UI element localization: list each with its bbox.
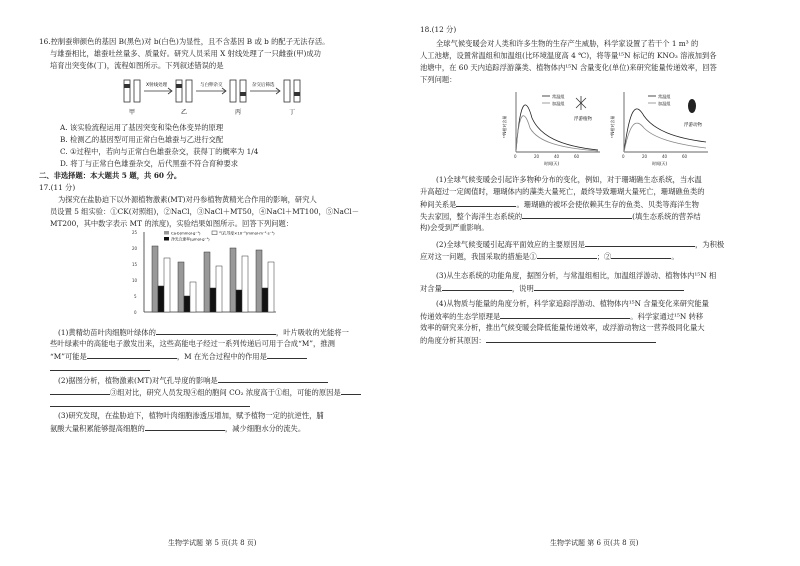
q17-3-line1: (3)研究发现，在盐胁迫下，植物叶肉细胞渗透压增加，赋予植物一定的抗逆性，脯 (58, 411, 324, 420)
q16-option-a: A. 该实验流程运用了基因突变和染色体变异的原理 (60, 123, 224, 132)
q17-1-blank3[interactable] (267, 350, 307, 359)
q18-2-blank3[interactable] (611, 250, 671, 259)
q16-option-c: C. ①过程中，若向与正常白色雄蚕杂交，获得丁的概率为 1/4 (60, 147, 259, 156)
q18-1-blank2[interactable] (522, 210, 632, 219)
arrow1-label: X射线处理 (146, 83, 168, 88)
right-footer: 生物学试题 第 6 页(共 8 页) (550, 539, 639, 547)
caption-right: 浮游动物 (684, 123, 702, 128)
q18-3-line1: (3)从生态系统的功能角度，据图分析，与常温组相比，加温组浮游动、植物体内¹⁵N 相 (436, 271, 717, 280)
xlabel-left: 时间(天) (544, 161, 560, 166)
svg-text:60: 60 (682, 154, 688, 159)
right-page (400, 0, 800, 566)
arrow3-label: 杂交后筛选 (252, 83, 275, 88)
zooplankton-icon (688, 99, 696, 113)
svg-text:60: 60 (574, 154, 580, 159)
q17-1-line1: (1)黄精幼苗叶肉细胞叶绿体的 ，叶片吸收的光能将一 (58, 328, 349, 337)
q18-4-blank2[interactable] (486, 334, 656, 343)
q16-option-b: B. 检测乙的基因型可用正常白色雄蚕与乙进行交配 (60, 135, 224, 144)
svg-text:40: 40 (662, 154, 668, 159)
svg-text:0: 0 (134, 310, 137, 315)
q17-line2: 员设置 5 组实验：①CK(对照组)，②NaCl，③NaCl＋MT50，④NaCl＋MT100，⑤NaCl－ (50, 207, 360, 216)
q18-chart-phytoplankton (500, 88, 610, 168)
legend-c: 净光合速率(μmol·g⁻¹) (171, 236, 210, 242)
svg-text:20: 20 (642, 154, 648, 159)
q17-header: 17.(11 分) (39, 183, 76, 192)
q18-1-line1: (1)全球气候变暖会引起许多物种分布的变化，例如，对于珊瑚礁生态系统，当水温 (436, 175, 702, 184)
q18-3-line2: 对含量 ，说明 (420, 282, 684, 294)
q18-1-line4: 失去家园，整个海洋生态系统的 (填生态系统的营养结 (420, 212, 701, 221)
q17-1-line2: 些叶绿素中的高能电子激发出来，这些高能电子经过一系列传递后可用于合成“M”，推测 (50, 339, 335, 348)
q18-line3: 池塘中，在 60 天内追踪浮游藻类、植物体内¹⁵N 含量变化(单位)来研究能量传递效率，回答 (420, 63, 717, 72)
q17-1-blank2[interactable] (87, 350, 177, 359)
q18-1-line3: 种间关系是 。珊瑚礁的被坏会使依赖其生存的鱼类、贝类等海洋生物 (420, 200, 699, 209)
q17-1-blank4[interactable] (50, 362, 150, 371)
q18-1-blank1[interactable] (456, 198, 516, 207)
q17-bar-chart (130, 228, 280, 320)
q18-4-line2: 传递效率的生态学原理是 。科学家通过¹⁵N 转移 (420, 312, 704, 321)
arrow2-label: 与白卵杂交 (200, 83, 223, 88)
q16-line1: 16.控制蚕卵颜色的基因 B(黑色)对 b(白色)为显性，且不含基因 B 或 b 的配子无法存活。 (39, 37, 330, 46)
ylabel-right: ¹⁵N相对含量 (610, 115, 615, 138)
q18-2-line1: (2)全球气候变暖引起海平面效应的主要原因是 ，为积极 (436, 240, 725, 249)
legend-b: 气孔导度×10⁻²(mmol·m⁻²·s⁻¹) (219, 230, 275, 236)
svg-text:20: 20 (132, 246, 138, 251)
svg-text:0: 0 (622, 154, 625, 159)
q16-line2: 与雄蚕相比，雄蚕吐丝量多、质量好。研究人员采用 X 射线处理了一只雌蚕(甲)成功 (50, 49, 321, 58)
legend-normal-right: 常温组 (658, 94, 671, 99)
q17-1-line3: “M”可能是 ，M 在光合过程中的作用是 (50, 350, 307, 362)
q18-4-blank1[interactable] (500, 310, 630, 319)
label-yi: 乙 (181, 109, 188, 116)
q17-line1: 为探究在盐胁迫下以外源植物激素(MT)对丹参植物黄精光合作用的影响，研究人 (58, 195, 317, 204)
q18-line4: 下列问题： (420, 75, 457, 84)
q17-3-blank1[interactable] (145, 422, 225, 431)
q18-line2: 人工池塘，设置常温组和加温组(比环境温度高 4 ℃)，将等量¹⁵N 标记的 KNO₃ 溶液加到各 (420, 51, 717, 60)
q17-2-blank4[interactable] (50, 398, 250, 407)
ylabel-left: ¹⁵N相对含量 (502, 115, 507, 138)
q17-2-line2: ③组对比，研究人员发现④组的胞间 CO₂ 浓度高于①组，可能的原因是 (50, 386, 361, 398)
q16-chromosome-figure (120, 74, 320, 118)
left-footer: 生物学试题 第 5 页(共 8 页) (168, 539, 257, 547)
q18-1-line5: 构)会受到严重影响。 (420, 223, 489, 232)
q18-3-blank2[interactable] (534, 282, 684, 291)
q18-2-line2: 应对这一问题，我国采取的措施是① ；② 。 (420, 252, 679, 261)
q18-chart-zooplankton (608, 88, 718, 168)
svg-text:25: 25 (132, 230, 138, 235)
q17-2-blank2[interactable] (50, 386, 110, 395)
legend-normal-left: 常温组 (552, 94, 565, 99)
label-ding: 丁 (289, 109, 296, 116)
q18-1-line2: 升高超过一定阈值时，珊瑚体内的藻类大量死亡，最终导致珊瑚大量死亡，珊瑚礁鱼类的 (420, 187, 705, 196)
q17-1-line4 (50, 362, 150, 374)
series-normal-right (624, 109, 706, 152)
label-bing: 丙 (235, 109, 242, 116)
svg-text:5: 5 (134, 294, 137, 299)
svg-text:0: 0 (514, 154, 517, 159)
q16-line3: 培育出突变体(丁)，流程如图所示。下列叙述错误的是 (50, 61, 224, 70)
caption-left: 浮游植物 (574, 117, 592, 122)
q18-line1: 全球气候变暖会对人类和许多生物的生存产生威胁，科学家设置了若干个 1 m³ 的 (436, 39, 699, 48)
q17-3-line2: 氨酸大量积累能够提高细胞的 ，减少细胞水分的流失。 (50, 424, 306, 433)
svg-text:15: 15 (132, 262, 138, 267)
phytoplankton-icon (576, 96, 586, 110)
svg-text:40: 40 (554, 154, 560, 159)
q17-2-blank3[interactable] (341, 386, 361, 395)
q17-2-blank1[interactable] (218, 374, 328, 383)
q17-2-line1: (2)据图分析，植物激素(MT)对气孔导度的影响是 (58, 374, 328, 386)
q18-3-blank1[interactable] (442, 282, 512, 291)
svg-text:20: 20 (534, 154, 540, 159)
q17-2-line3 (50, 398, 250, 410)
q18-2-blank1[interactable] (585, 238, 695, 247)
svg-text:10: 10 (132, 278, 138, 283)
q18-header: 18.(12 分) (420, 25, 457, 34)
q18-4-line3: 效率的研究来分析，推出气候变暖会降低能量传递效率，或浮游动物这一营养级同化量大 (420, 323, 705, 332)
xlabel-right: 时间(天) (652, 161, 668, 166)
q18-4-line1: (4)从物质与能量的角度分析，科学家追踪浮游动、植物体内¹⁵N 含量变化来研究能量 (436, 299, 709, 308)
q16-option-d: D. 将丁与正常白色雄蚕杂交，后代黑蚕不符合育种要求 (60, 159, 239, 168)
legend-warm-left: 加温组 (552, 101, 565, 106)
q17-line3: MT200，其中数字表示 MT 的浓度)，实验结果如图所示。回答下列问题： (50, 219, 294, 228)
label-jia: 甲 (129, 109, 136, 116)
q17-1-blank1[interactable] (156, 326, 276, 335)
legend-a: Ca·b(mmol·g⁻¹) (171, 230, 201, 236)
q18-4-line4: 的角度分析其原因： (420, 334, 656, 346)
legend-warm-right: 加温组 (658, 101, 671, 106)
q18-2-blank2[interactable] (537, 250, 597, 259)
section-title: 二、非选择题：本大题共 5 题，共 60 分。 (39, 171, 182, 180)
